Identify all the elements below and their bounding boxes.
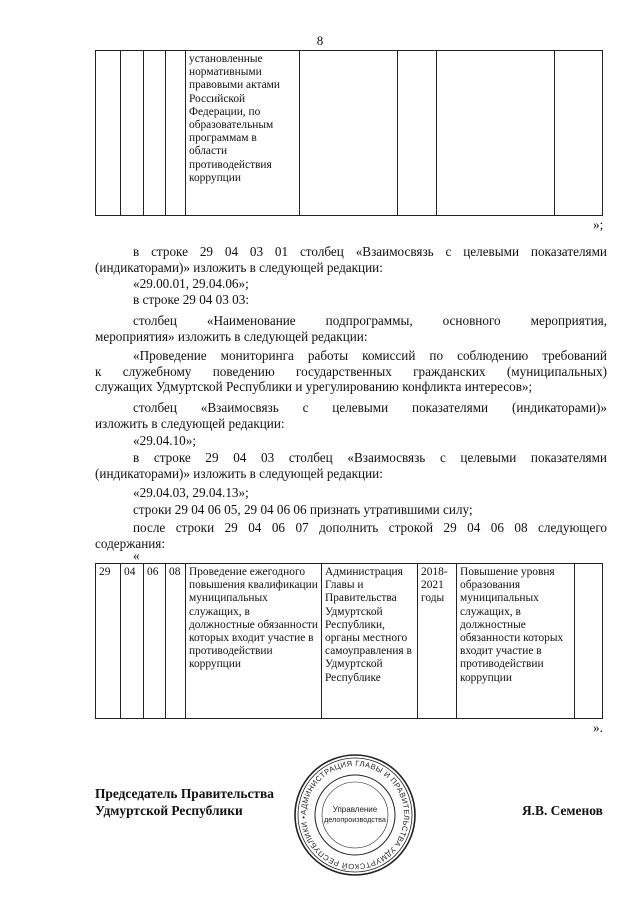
- paragraph: [95, 292, 607, 308]
- page-number: 8: [316, 33, 324, 48]
- closing-quote: »;: [593, 217, 604, 232]
- text-line: строки 29 04 06 05, 29 04 06 06 признать утратившими силу;: [133, 502, 473, 517]
- signatory-name: Я.В. Семенов: [522, 803, 603, 818]
- table-cell: Администрация Главы и Правительства Удмуртской Республики, органы местного самоуправления в Удмуртской Республике: [322, 564, 418, 719]
- table-cell: [144, 51, 166, 216]
- paragraph: [95, 276, 607, 292]
- text-line: в строке 29 04 03 01 столбец «Взаимосвязь с целевыми показателями: [133, 244, 607, 259]
- official-stamp: [292, 752, 418, 883]
- table-cell: [96, 51, 121, 216]
- stamp-center-line: делопроизводства: [324, 815, 386, 824]
- table-cell: [437, 51, 555, 216]
- position-line: Удмуртской Республики: [95, 803, 243, 818]
- opening-quote: «: [133, 548, 140, 563]
- table-row: [96, 564, 603, 719]
- paragraph: [95, 348, 607, 395]
- table-cell: 08: [166, 564, 186, 719]
- closing-quote: ».: [593, 720, 603, 735]
- text-line: мероприятия» изложить в следующей редакции:: [95, 328, 368, 344]
- text-line: служащих Удмуртской Республики и урегулированию конфликта интересов»;: [95, 379, 533, 395]
- text-line: в строке 29 04 03 03:: [133, 292, 250, 307]
- text-line: «29.04.10»;: [133, 433, 197, 448]
- table-row: [96, 51, 603, 216]
- text-line: изложить в следующей редакции:: [95, 415, 285, 431]
- table-cell: [300, 51, 398, 216]
- paragraph: [95, 485, 607, 501]
- text-line: к служебному поведению государственных гражданских (муниципальных): [95, 363, 607, 379]
- position-line: Председатель Правительства: [95, 786, 274, 801]
- table-cell: [555, 51, 603, 216]
- program-table-continued: [95, 50, 603, 216]
- table-cell: Проведение ежегодного повышения квалификации муниципальных служащих, в должностные обязанности которых входит участие в противодействии коррупции: [186, 564, 322, 719]
- text-line: (индикаторами)» изложить в следующей редакции:: [95, 465, 383, 481]
- paragraph: [95, 244, 607, 275]
- table-cell: 29: [96, 564, 121, 719]
- text-line: содержания:: [95, 535, 166, 551]
- text-line: после строки 29 04 06 07 дополнить строкой 29 04 06 08 следующего: [133, 520, 607, 535]
- table-cell: [121, 51, 144, 216]
- stamp-seal-icon: [292, 752, 418, 878]
- paragraph: [95, 433, 607, 449]
- text-line: столбец «Взаимосвязь с целевыми показателями (индикаторами)»: [133, 400, 607, 415]
- table-cell: установленные нормативными правовыми актами Российской Федерации, по образовательным программам в области противодействия коррупции: [186, 51, 300, 216]
- stamp-ring-text: АДМИНИСТРАЦИЯ ГЛАВЫ И ПРАВИТЕЛЬСТВА УДМУРТСКОЙ РЕСПУБЛИКИ •: [298, 758, 412, 872]
- table-cell: 06: [144, 564, 166, 719]
- table-cell: [575, 564, 603, 719]
- paragraph: [95, 313, 607, 344]
- text-line: «29.04.03, 29.04.13»;: [133, 485, 249, 500]
- text-line: столбец «Наименование подпрограммы, основного мероприятия,: [133, 313, 607, 328]
- paragraph: [95, 400, 607, 431]
- paragraph: [95, 520, 607, 551]
- text-line: в строке 29 04 03 столбец «Взаимосвязь с целевыми показателями: [133, 450, 607, 465]
- table-cell: [166, 51, 186, 216]
- program-table-new-row: [95, 563, 603, 719]
- table-cell: [398, 51, 437, 216]
- paragraph: [95, 450, 607, 481]
- text-line: (индикаторами)» изложить в следующей редакции:: [95, 259, 383, 275]
- paragraph: [95, 502, 607, 518]
- text-line: «Проведение мониторинга работы комиссий по соблюдению требований: [133, 348, 607, 363]
- table-cell: 04: [121, 564, 144, 719]
- table-cell: 2018-2021 годы: [418, 564, 457, 719]
- text-line: «29.00.01, 29.04.06»;: [133, 276, 249, 291]
- table-cell: Повышение уровня образования муниципальных служащих, в должностные обязанности которых входит участие в противодействии коррупции: [457, 564, 575, 719]
- stamp-center-line: Управление: [332, 805, 378, 814]
- signatory-position: [95, 785, 274, 819]
